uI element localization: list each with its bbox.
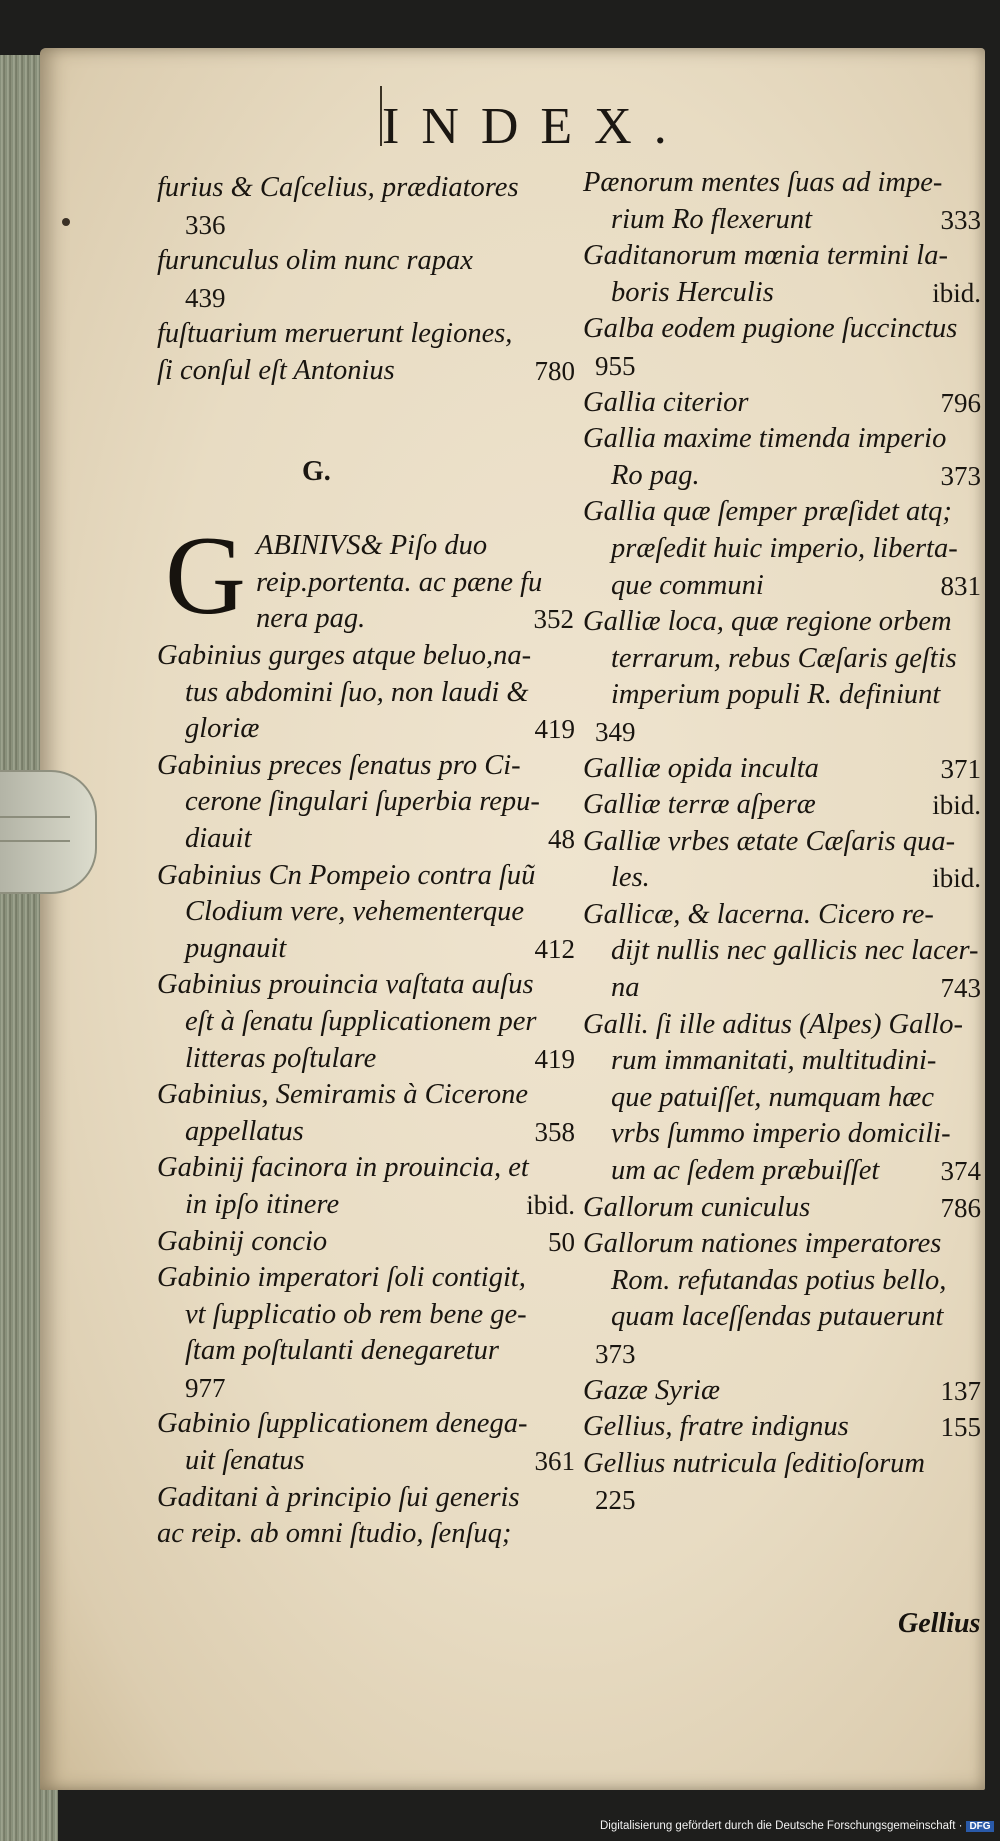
page-reference: ibid.	[526, 1189, 575, 1220]
entry-text: uit ſenatus	[185, 1445, 305, 1477]
entry-text: dijt nullis nec gallicis nec lacer-	[611, 935, 979, 967]
page-reference: 373	[940, 460, 981, 491]
entry-text: 439	[185, 282, 226, 313]
running-title: INDEX.	[382, 98, 689, 155]
index-entry-line	[157, 1333, 577, 1370]
entry-text: Galba eodem pugione ſuccinctus	[583, 313, 958, 345]
index-entry-line	[583, 421, 983, 458]
index-entry-line	[583, 1482, 983, 1519]
index-entry-line	[157, 207, 577, 244]
entry-text: furius & Caſcelius, prædiatores	[157, 172, 519, 203]
index-entry-line	[583, 1153, 983, 1190]
entry-text: Galliæ vrbes ætate Cæſaris qua-	[583, 825, 956, 857]
book-clasp-stitch	[0, 816, 70, 842]
index-entry-line	[157, 784, 577, 821]
index-entry-line	[583, 348, 983, 385]
page-reference: 50	[548, 1226, 575, 1257]
entry-text: ſtam poſtulanti denegaretur	[185, 1335, 500, 1367]
index-entry-line	[157, 711, 577, 748]
entry-text: 977	[185, 1372, 226, 1403]
entry-text: 336	[185, 209, 226, 240]
entry-text: Ro pag.	[611, 459, 700, 491]
drop-cap: G	[165, 514, 246, 638]
page-reference: 419	[534, 1043, 575, 1074]
index-entry-line	[157, 858, 577, 895]
entry-text: in ipſo itinere	[185, 1188, 340, 1220]
index-entry-line	[157, 170, 577, 207]
entry-text: ac reip. ab omni ſtudio, ſenſuq;	[157, 1518, 512, 1550]
index-entry-line	[157, 1224, 577, 1261]
entry-text: reip.portenta. ac pæne fu	[256, 566, 543, 598]
index-entry-line	[157, 353, 577, 390]
page-reference: 374	[940, 1156, 981, 1187]
entry-text: Galliæ terræ aſperæ	[583, 789, 816, 821]
index-entry-line	[583, 165, 983, 202]
index-entry-line	[583, 1043, 983, 1080]
index-entry-line	[583, 385, 983, 422]
entry-text: vt ſupplicatio ob rem bene ge-	[185, 1298, 527, 1330]
page-reference: 831	[940, 570, 981, 601]
entry-text: rium Ro flexerunt	[611, 203, 813, 235]
section-letter: G.	[302, 456, 331, 487]
entry-text: Gabinius preces ſenatus pro Ci-	[157, 749, 521, 781]
gabinius-head-entry	[256, 528, 576, 638]
index-entry-line	[256, 528, 576, 565]
entry-text: Gabinio imperatori ſoli contigit,	[157, 1262, 526, 1294]
entry-text: Gabinius gurges atque beluo,na-	[157, 640, 532, 671]
right-column-entries	[583, 165, 983, 1519]
index-entry-line	[583, 897, 983, 934]
index-entry-line	[157, 1443, 577, 1480]
index-entry-line	[157, 1041, 577, 1078]
entry-text: appellatus	[185, 1115, 304, 1147]
entry-text: quam laceſſendas putauerunt	[611, 1301, 944, 1333]
page-reference: 333	[940, 204, 981, 235]
index-entry-line	[157, 1187, 577, 1224]
entry-text: Gaditani à principio ſui generis	[157, 1481, 520, 1513]
page-reference: 137	[940, 1375, 981, 1406]
index-entry-line	[157, 894, 577, 931]
entry-text: 373	[595, 1339, 636, 1369]
entry-text: cerone ſingulari ſuperbia repu-	[185, 786, 540, 818]
entry-text: na	[611, 972, 640, 1004]
page-reference: 48	[548, 823, 575, 854]
index-entry-line	[583, 568, 983, 605]
entry-text: Gallia quæ ſemper præſidet atq;	[583, 496, 952, 528]
entry-text: 349	[595, 716, 636, 747]
page-reference: ibid.	[932, 863, 981, 894]
entry-text: Gabinij concio	[157, 1225, 328, 1257]
entry-text: Gabinius, Semiramis à Cicerone	[157, 1079, 529, 1111]
entry-text: Gallorum nationes imperatores	[583, 1228, 942, 1260]
index-entry-line	[583, 970, 983, 1007]
index-entry-line	[157, 1297, 577, 1334]
entry-text: Gallia citerior	[583, 386, 749, 418]
index-entry-line	[583, 604, 983, 641]
page-reference: 419	[534, 714, 575, 745]
entry-text: imperium populi R. definiunt	[611, 679, 941, 711]
entry-text: Gallia maxime timenda imperio	[583, 423, 947, 455]
index-entry-line	[157, 967, 577, 1004]
page-reference: 352	[533, 604, 574, 635]
entry-text: præſedit huic imperio, liberta-	[611, 532, 958, 564]
index-entry-line	[583, 641, 983, 678]
index-entry-line	[157, 1516, 577, 1553]
index-entry-line	[583, 275, 983, 312]
entry-text: ſi conſul eſt Antonius	[157, 354, 395, 386]
entry-text: Galli. ſi ille aditus (Alpes) Gallo-	[583, 1008, 963, 1040]
entry-text: Galliæ opida inculta	[583, 752, 819, 784]
credit-text: Digitalisierung gefördert durch die Deutsche Forschungsgemeinschaft ·	[600, 1820, 963, 1832]
index-entry-line	[583, 494, 983, 531]
entry-text: boris Herculis	[611, 276, 774, 308]
index-entry-line	[583, 202, 983, 239]
entry-text: um ac ſedem præbuiſſet	[611, 1155, 880, 1187]
index-entry-line	[583, 1190, 983, 1227]
entry-text: Gabinij facinora in prouincia, et	[157, 1152, 529, 1184]
entry-text: gloriæ	[185, 713, 260, 745]
entry-text: rum immanitati, multitudini-	[611, 1045, 937, 1077]
index-entry-line	[157, 1114, 577, 1151]
page-reference: 412	[534, 933, 575, 964]
page-reference: ibid.	[932, 277, 981, 308]
index-entry-line	[583, 1226, 983, 1263]
page-reference: 743	[940, 973, 981, 1004]
index-entry-line	[157, 316, 577, 353]
page-reference: 155	[940, 1412, 981, 1443]
entry-text: que patuiſſet, numquam hæc	[611, 1081, 934, 1113]
page-reference: 371	[940, 753, 981, 784]
entry-text: tus abdomini ſuo, non laudi &	[185, 676, 529, 708]
index-entry-line	[157, 1480, 577, 1517]
index-entry-line	[583, 311, 983, 348]
index-entry-line	[157, 1077, 577, 1114]
entry-text: Gaditanorum mœnia termini la-	[583, 240, 948, 272]
entry-text: Gellius nutricula ſeditioſorum	[583, 1447, 925, 1479]
entry-text: Gallicæ, & lacerna. Cicero re-	[583, 898, 934, 930]
index-entry-line	[157, 638, 577, 675]
entry-text: ABINIVS& Piſo duo	[256, 530, 488, 561]
index-entry-line	[583, 860, 983, 897]
ink-spot	[62, 218, 70, 226]
page-reference: ibid.	[932, 790, 981, 821]
entry-text: vrbs ſummo imperio domicili-	[611, 1118, 951, 1150]
index-entry-line	[157, 931, 577, 968]
index-entry-line	[583, 1336, 983, 1373]
left-column-entries	[157, 638, 577, 1553]
index-entry-line	[583, 1116, 983, 1153]
index-entry-line	[583, 1007, 983, 1044]
index-entry-line	[157, 1004, 577, 1041]
index-entry-line	[157, 1370, 577, 1407]
entry-text: Gallorum cuniculus	[583, 1191, 811, 1223]
index-entry-line	[583, 531, 983, 568]
entry-text: furunculus olim nunc rapax	[157, 245, 473, 277]
index-entry-line	[583, 1080, 983, 1117]
index-entry-line	[157, 1150, 577, 1187]
page-reference: 786	[940, 1192, 981, 1223]
index-entry-line	[157, 280, 577, 317]
catchword: Gellius	[898, 1608, 981, 1639]
index-entry-line	[157, 821, 577, 858]
entry-text: litteras poſtulare	[185, 1042, 377, 1074]
index-entry-line	[583, 933, 983, 970]
page-reference: 358	[534, 1116, 575, 1147]
entry-text: que communi	[611, 569, 764, 601]
entry-text: terrarum, rebus Cæſaris geſtis	[611, 642, 957, 674]
index-entry-line	[157, 675, 577, 712]
index-entry-line	[583, 787, 983, 824]
index-entry-line	[583, 1373, 983, 1410]
entry-text: 225	[595, 1485, 636, 1516]
index-entry-line	[583, 751, 983, 788]
index-entry-line	[583, 824, 983, 861]
index-entry-line	[583, 1263, 983, 1300]
entry-text: diauit	[185, 822, 252, 854]
page-reference: 780	[534, 355, 575, 386]
index-entry-line	[583, 714, 983, 751]
entry-text: Pænorum mentes ſuas ad impe-	[583, 167, 943, 198]
entry-text: eſt à ſenatu ſupplicationem per	[185, 1005, 537, 1037]
index-entry-line	[583, 1299, 983, 1336]
digitization-credit	[600, 1820, 994, 1832]
index-entry-line	[583, 238, 983, 275]
index-entry-line	[157, 1406, 577, 1443]
entry-text: pugnauit	[185, 932, 287, 964]
entry-text: Gabinius prouincia vaſtata auſus	[157, 969, 534, 1001]
index-entry-line	[583, 458, 983, 495]
index-entry-line	[256, 565, 576, 602]
page-reference: 796	[940, 387, 981, 418]
entry-text: Gabinius Cn Pompeio contra ſuũ	[157, 859, 536, 891]
left-column-top	[157, 170, 577, 390]
entry-text: Galliæ loca, quæ regione orbem	[583, 606, 952, 638]
index-entry-line	[583, 1446, 983, 1483]
entry-text: Gabinio ſupplicationem denega-	[157, 1408, 528, 1440]
entry-text: Clodium vere, vehementerque	[185, 896, 524, 928]
entry-text: fuſtuarium meruerunt legiones,	[157, 318, 513, 350]
index-entry-line	[583, 677, 983, 714]
entry-text: Gazæ Syriæ	[583, 1374, 720, 1406]
page-reference: 361	[534, 1446, 575, 1477]
index-entry-line	[583, 1409, 983, 1446]
entry-text: nera pag.	[256, 603, 366, 635]
entry-text: les.	[611, 862, 650, 894]
entry-text: Gellius, fratre indignus	[583, 1411, 849, 1443]
entry-text: 955	[595, 350, 636, 381]
index-entry-line	[157, 748, 577, 785]
dfg-logo: DFG	[966, 1821, 993, 1832]
index-entry-line	[157, 1260, 577, 1297]
index-entry-line	[256, 601, 576, 638]
entry-text: Rom. refutandas potius bello,	[611, 1264, 947, 1296]
index-entry-line	[157, 243, 577, 280]
